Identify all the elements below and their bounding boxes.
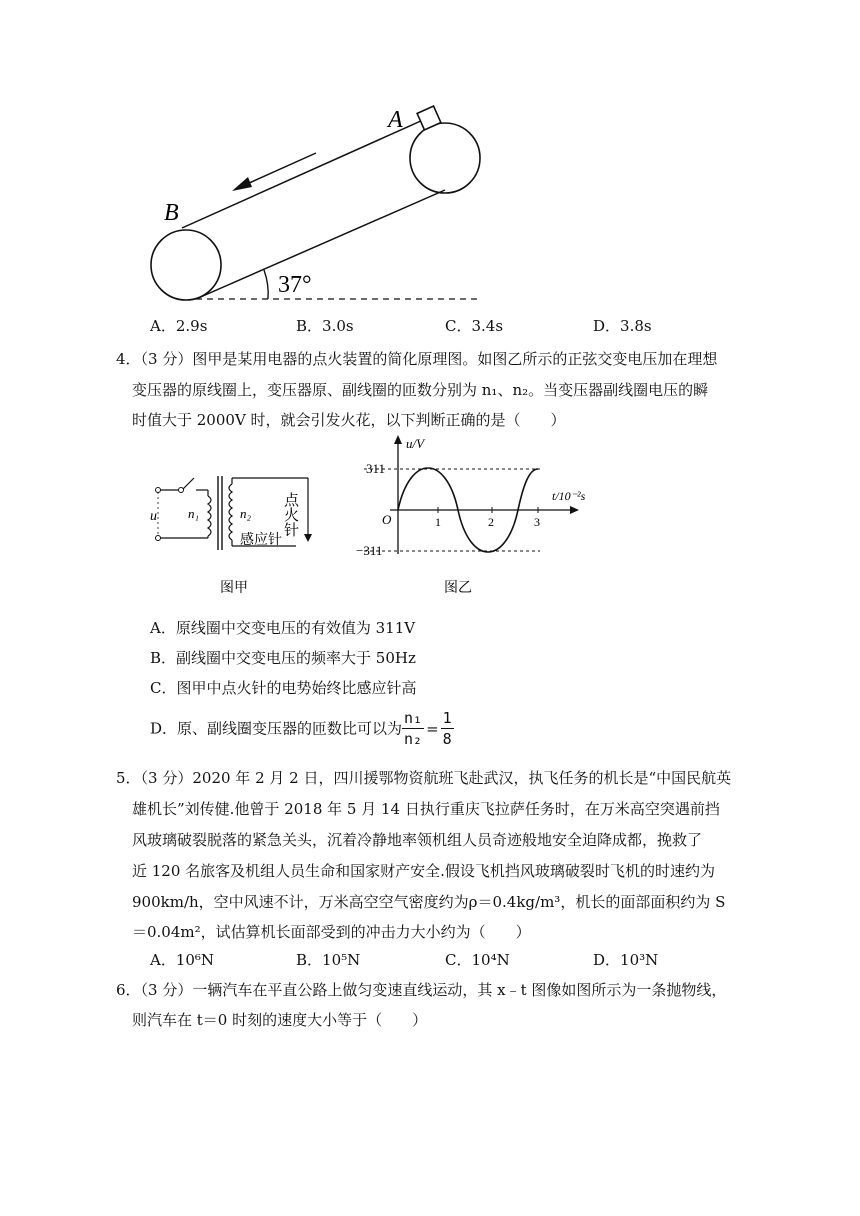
pulley-b (151, 230, 221, 300)
q5-line-2: 雄机长”刘传健.他曾于 2018 年 5 月 14 日执行重庆飞拉萨任务时，在万米高空突遇前挡 (132, 800, 720, 818)
q5-option-c: C．10⁴N (445, 951, 510, 969)
u-label: u (150, 509, 157, 524)
q3-option-b: B．3.0s (296, 317, 354, 335)
origin-label: O (382, 512, 392, 527)
label-a: A (388, 107, 403, 133)
q5-line-4: 近 120 名旅客及机组人员生命和国家财产安全.假设飞机挡风玻璃破裂时飞机的时速约为 (132, 862, 715, 880)
x-tick-2: 2 (488, 515, 494, 529)
caption-yi: 图乙 (444, 581, 472, 596)
n1-label: n₁ (188, 506, 200, 521)
q5-line-5: 900km/h，空中风速不计，万米高空空气密度约为ρ＝0.4kg/m³，机长的面部面积约为 S (132, 893, 726, 911)
frac-num: 1 (442, 709, 452, 727)
pulley-a (410, 123, 480, 193)
q3-option-c: C．3.4s (445, 317, 504, 335)
label-b: B (164, 200, 179, 226)
n2-label: n₂ (240, 506, 252, 521)
q4-option-d-text: D．原、副线圈变压器的匝数比可以为 (150, 719, 403, 738)
angle-label: 37° (278, 272, 312, 298)
induct-label: 感应针 (240, 533, 282, 548)
block-a (417, 106, 441, 130)
q5-option-a: A．10⁶N (150, 951, 215, 969)
q5-line-1: 5．（3 分）2020 年 2 月 2 日，四川援鄂物资航班飞赴武汉，执飞任务的机长是“中国民航英 (116, 769, 732, 787)
q3-option-a: A．2.9s (150, 317, 208, 335)
circuit-figure (148, 462, 328, 602)
ratio-fraction-right (441, 708, 454, 749)
direction-arrow (232, 177, 252, 191)
q4-option-a: A．原线圈中交变电压的有效值为 311V (150, 619, 416, 637)
q4-option-b: B．副线圈中交变电压的频率大于 50Hz (150, 649, 416, 667)
y-axis-label: u/V (406, 436, 425, 451)
conveyor-figure (140, 95, 500, 310)
y-min-label: −311 (356, 543, 383, 558)
x-tick-3: 3 (534, 515, 540, 529)
q6-line-2: 则汽车在 t＝0 时刻的速度大小等于（ ） (132, 1011, 428, 1029)
x-tick-1: 1 (435, 515, 441, 529)
x-axis-label: t/10⁻²s (552, 489, 586, 503)
q4-option-c: C．图甲中点火针的电势始终比感应针高 (150, 679, 417, 697)
frac-n2: n₂ (404, 730, 423, 748)
q5-line-6: ＝0.04m²，试估算机长面部受到的冲击力大小约为（ ） (132, 923, 531, 941)
y-max-label: 311 (366, 461, 386, 476)
q5-line-3: 风玻璃破裂脱落的紧急关头，沉着冷静地率领机组人员奇迹般地安全迫降成都，挽救了 (132, 831, 703, 849)
q5-option-b: B．10⁵N (296, 951, 361, 969)
voltage-graph (320, 434, 610, 604)
frac-den: 8 (442, 730, 452, 748)
ratio-fraction-left (402, 708, 424, 749)
q4-option-d: D．原、副线圈变压器的匝数比可以为 $\frac{\text{n₁}}{\text{n₂}}$ = $\frac{1}{8}$ (150, 709, 452, 748)
frac-n1: n₁ (404, 709, 423, 727)
q4-line-1: 4．（3 分）图甲是某用电器的点火装置的简化原理图。如图乙所示的正弦交变电压加在理想 (116, 350, 718, 368)
caption-jia: 图甲 (220, 581, 248, 596)
q5-option-d: D．10³N (593, 951, 659, 969)
q6-line-1: 6．（3 分）一辆汽车在平直公路上做匀变速直线运动，其 x﹣t 图像如图所示为一条抛物线， (116, 981, 727, 999)
q3-option-d: D．3.8s (593, 317, 652, 335)
q4-line-3: 时值大于 2000V 时，就会引发火花，以下判断正确的是（ ） (132, 411, 566, 429)
q4-line-2: 变压器的原线圈上，变压器原、副线圈的匝数分别为 n₁、n₂。当变压器副线圈电压的瞬 (132, 381, 709, 399)
needle-label: 点火针 (282, 492, 298, 537)
